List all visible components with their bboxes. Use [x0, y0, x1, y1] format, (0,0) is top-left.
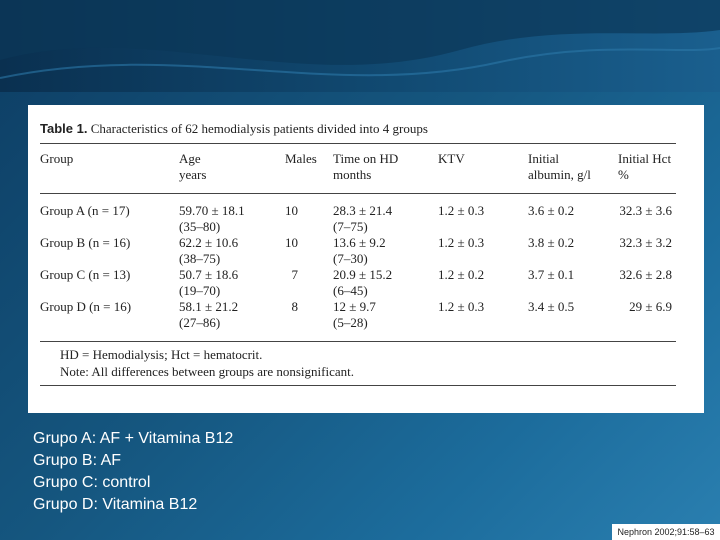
- legend-item-b: Grupo B: AF: [33, 452, 122, 469]
- row-b-albumin: 3.8 ± 0.2: [528, 235, 575, 250]
- legend-item-a: Grupo A: AF + Vitamina B12: [33, 430, 234, 447]
- footnote-significance: Note: All differences between groups are nonsignificant.: [60, 364, 354, 379]
- header-males: Males: [285, 151, 317, 166]
- header-albumin: Initial albumin, g/l: [528, 151, 591, 182]
- row-b-group: Group B (n = 16): [40, 235, 131, 250]
- header-ktv: KTV: [438, 151, 465, 166]
- table-caption: [40, 121, 428, 137]
- legend-item-d: Grupo D: Vitamina B12: [33, 496, 198, 513]
- row-a-ktv: 1.2 ± 0.3: [438, 203, 485, 218]
- table-figure: [28, 105, 704, 413]
- row-d-hct: 29 ± 6.9: [629, 299, 672, 314]
- row-b-time: 13.6 ± 9.2 (7–30): [333, 235, 386, 266]
- caption-label: Table 1.: [40, 121, 88, 136]
- source-citation: Nephron 2002;91:58–63: [612, 524, 720, 540]
- legend-item-c: Grupo C: control: [33, 474, 151, 491]
- rule-header: [40, 193, 676, 194]
- row-d-ktv: 1.2 ± 0.3: [438, 299, 485, 314]
- row-a-albumin: 3.6 ± 0.2: [528, 203, 575, 218]
- footnote-abbreviations: HD = Hemodialysis; Hct = hematocrit.: [60, 347, 263, 362]
- rule-top: [40, 143, 676, 144]
- row-b-age: 62.2 ± 10.6 (38–75): [179, 235, 239, 266]
- row-c-group: Group C (n = 13): [40, 267, 131, 282]
- row-d-age: 58.1 ± 21.2 (27–86): [179, 299, 239, 330]
- row-a-time: 28.3 ± 21.4 (7–75): [333, 203, 393, 234]
- row-a-hct: 32.3 ± 3.6: [619, 203, 672, 218]
- row-a-males: 10: [285, 203, 298, 218]
- row-c-ktv: 1.2 ± 0.2: [438, 267, 485, 282]
- row-c-time: 20.9 ± 15.2 (6–45): [333, 267, 393, 298]
- wave-decoration: [0, 0, 720, 92]
- row-d-group: Group D (n = 16): [40, 299, 132, 314]
- row-a-age: 59.70 ± 18.1 (35–80): [179, 203, 245, 234]
- caption-text: Characteristics of 62 hemodialysis patients divided into 4 groups: [87, 121, 428, 136]
- rule-bottom: [40, 341, 676, 342]
- header-age: Age years: [179, 151, 207, 182]
- header-time-on-hd: Time on HD months: [333, 151, 399, 182]
- decorative-header-band: [0, 0, 720, 92]
- row-b-ktv: 1.2 ± 0.3: [438, 235, 485, 250]
- header-hct: Initial Hct %: [618, 151, 672, 182]
- header-group: Group: [40, 151, 74, 166]
- row-b-hct: 32.3 ± 3.2: [619, 235, 672, 250]
- row-b-males: 10: [285, 235, 298, 250]
- rule-notes: [40, 385, 676, 386]
- group-legend: [33, 428, 233, 516]
- row-c-age: 50.7 ± 18.6 (19–70): [179, 267, 239, 298]
- row-a-group: Group A (n = 17): [40, 203, 130, 218]
- row-d-time: 12 ± 9.7 (5–28): [333, 299, 376, 330]
- row-c-hct: 32.6 ± 2.8: [619, 267, 672, 282]
- row-d-males: 8: [291, 299, 298, 314]
- row-c-albumin: 3.7 ± 0.1: [528, 267, 575, 282]
- row-c-males: 7: [291, 267, 298, 282]
- row-d-albumin: 3.4 ± 0.5: [528, 299, 575, 314]
